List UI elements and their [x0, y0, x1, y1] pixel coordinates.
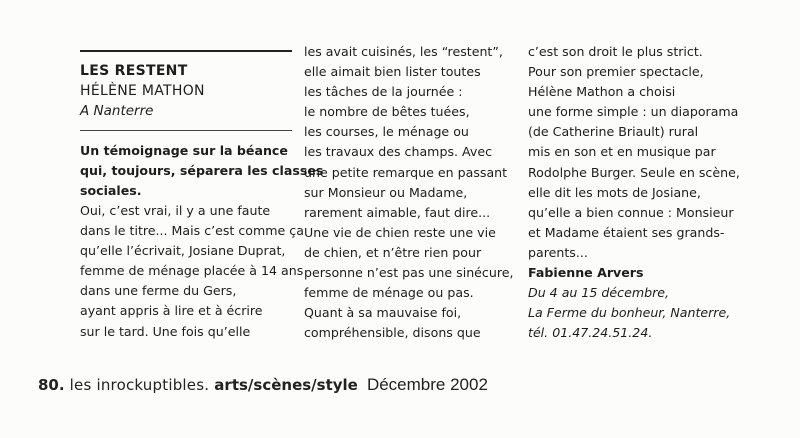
text-line: personne n’est pas une sinécure,	[304, 265, 514, 281]
text-line: une petite remarque en passant	[304, 164, 508, 180]
magazine-name: les inrockuptibles.	[69, 376, 210, 394]
text-line: Hélène Mathon a choisi	[528, 84, 676, 100]
issue-date: Décembre 2002	[366, 375, 488, 394]
text-line: (de Catherine Briault) rural	[528, 124, 699, 140]
text-line: les tâches de la journée :	[304, 84, 463, 100]
header-divider	[80, 130, 292, 131]
text-line: qu’elle a bien connue : Monsieur	[528, 204, 734, 220]
article-lead	[80, 141, 323, 201]
text-line: dans une ferme du Gers,	[80, 283, 237, 299]
text-line: Quant à sa mauvaise foi,	[304, 305, 462, 321]
text-line: compréhensible, disons que	[304, 325, 481, 341]
text-line: rarement aimable, faut dire...	[304, 204, 491, 220]
text-line: Une vie de chien reste une vie	[304, 224, 496, 240]
text-line: et Madame étaient ses grands-	[528, 224, 725, 240]
text-line: elle aimait bien lister toutes	[304, 64, 481, 80]
lead-line: qui, toujours, séparera les classes	[80, 163, 324, 179]
page-number: 80.	[38, 376, 65, 394]
lead-line: sociales.	[80, 183, 142, 199]
text-line: sur le tard. Une fois qu’elle	[80, 323, 251, 339]
article-signature: Fabienne Arvers	[528, 265, 644, 280]
info-line: La Ferme du bonheur, Nanterre,	[528, 305, 731, 321]
text-line: qu’elle l’écrivait, Josiane Duprat,	[80, 243, 286, 259]
text-line: c’est son droit le plus strict.	[528, 44, 703, 59]
text-line: Rodolphe Burger. Seule en scène,	[528, 164, 740, 180]
column-2-body	[304, 42, 513, 343]
section-name: arts/scènes/style	[214, 376, 358, 394]
text-line: elle dit les mots de Josiane,	[528, 184, 701, 200]
text-line: les avait cuisinés, les “restent”,	[304, 44, 503, 59]
info-line: Du 4 au 15 décembre,	[528, 285, 670, 300]
text-line: femme de ménage placée à 14 ans	[80, 263, 304, 279]
column-3-body	[528, 42, 740, 263]
text-line: sur Monsieur ou Madame,	[304, 184, 468, 200]
text-line: les travaux des champs. Avec	[304, 144, 493, 160]
page-footer	[38, 374, 488, 396]
text-line: Pour son premier spectacle,	[528, 64, 704, 80]
text-line: les courses, le ménage ou	[304, 124, 469, 140]
article-place: A Nanterre	[80, 103, 154, 119]
text-line: dans le titre... Mais c’est comme ça	[80, 223, 304, 239]
text-line: parents...	[528, 244, 588, 260]
info-line: tél. 01.47.24.51.24.	[528, 325, 653, 341]
text-line: le nombre de bêtes tuées,	[304, 104, 470, 120]
article-author: HÉLÈNE MATHON	[80, 83, 205, 99]
text-line: une forme simple : un diaporama	[528, 104, 739, 120]
text-line: de chien, et n’être rien pour	[304, 244, 482, 260]
article-title: LES RESTENT	[80, 63, 188, 79]
column-1-body	[80, 201, 304, 342]
text-line: femme de ménage ou pas.	[304, 285, 474, 301]
event-info	[528, 283, 730, 343]
text-line: Oui, c’est vrai, il y a une faute	[80, 203, 271, 218]
text-line: mis en son et en musique par	[528, 144, 716, 160]
text-line: ayant appris à lire et à écrire	[80, 303, 263, 319]
lead-line: Un témoignage sur la béance	[80, 143, 288, 158]
header-rule	[80, 50, 292, 52]
